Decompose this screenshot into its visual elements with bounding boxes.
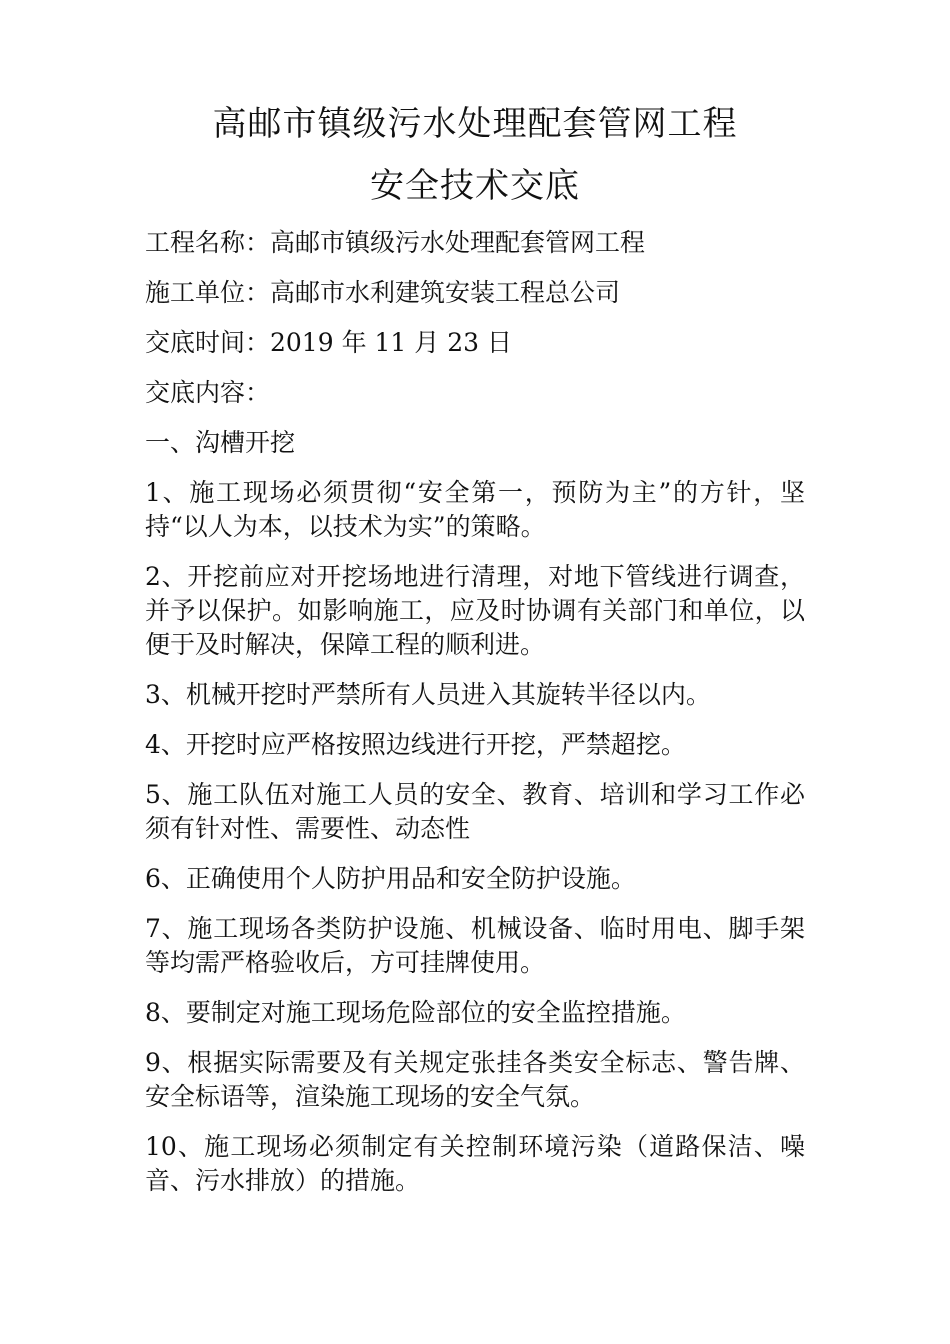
briefing-date-line: 交底时间：2019 年 11 月 23 日 [145, 328, 512, 357]
project-name-line: 工程名称：高邮市镇级污水处理配套管网工程 [145, 228, 646, 257]
safety-item-10: 10、施工现场必须制定有关控制环境污染（道路保洁、噪音、污水排放）的措施。 [145, 1132, 805, 1195]
safety-item-5: 5、施工队伍对施工人员的安全、教育、培训和学习工作必须有针对性、需要性、动态性 [145, 780, 805, 843]
safety-item-9: 9、根据实际需要及有关规定张挂各类安全标志、警告牌、安全标语等，渲染施工现场的安全气氛。 [145, 1048, 805, 1111]
briefing-content-label: 交底内容： [145, 378, 271, 407]
safety-item-4: 4、开挖时应严格按照边线进行开挖，严禁超挖。 [145, 730, 686, 759]
document-title-line1: 高邮市镇级污水处理配套管网工程 [212, 104, 738, 144]
document-title-line2: 安全技术交底 [370, 166, 580, 206]
safety-item-8: 8、要制定对施工现场危险部位的安全监控措施。 [145, 998, 686, 1027]
safety-item-1: 1、施工现场必须贯彻“安全第一，预防为主”的方针，坚持“以人为本，以技术为实”的策略。 [145, 478, 805, 541]
contractor-line: 施工单位：高邮市水利建筑安装工程总公司 [145, 278, 621, 307]
safety-item-6: 6、正确使用个人防护用品和安全防护设施。 [145, 864, 636, 893]
safety-item-7: 7、施工现场各类防护设施、机械设备、临时用电、脚手架等均需严格验收后，方可挂牌使用。 [145, 914, 805, 977]
safety-item-2: 2、开挖前应对开挖场地进行清理，对地下管线进行调查，并予以保护。如影响施工，应及时协调有关部门和单位，以便于及时解决，保障工程的顺利进。 [145, 562, 805, 659]
safety-item-3: 3、机械开挖时严禁所有人员进入其旋转半径以内。 [145, 680, 711, 709]
document-body [145, 226, 805, 1214]
section-heading-trench-excavation: 一、沟槽开挖 [145, 428, 296, 457]
